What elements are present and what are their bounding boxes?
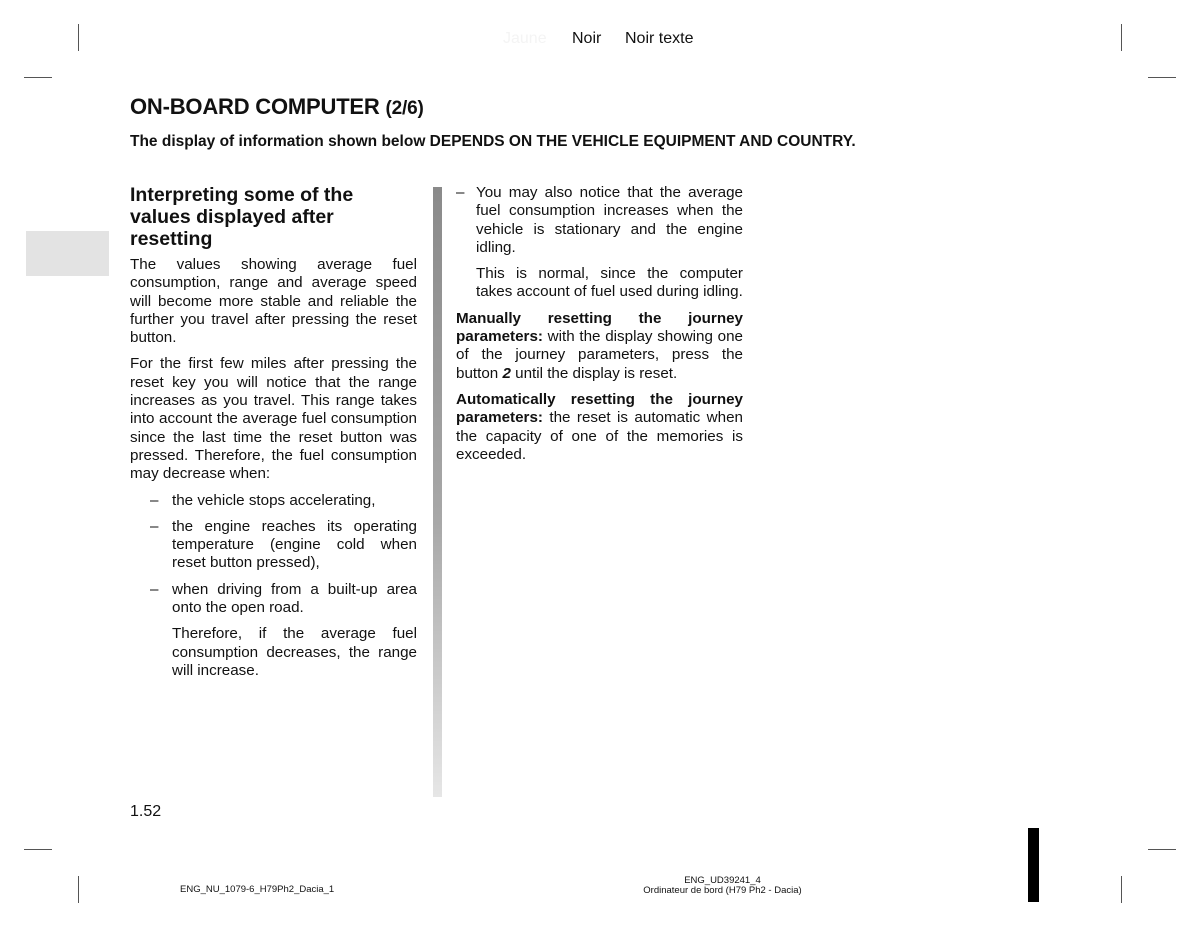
auto-reset-label: Automatically resetting the journey parameters: bbox=[456, 390, 743, 427]
footer-right bbox=[600, 876, 845, 896]
paragraph-auto-reset bbox=[456, 391, 743, 464]
list-item bbox=[130, 581, 417, 618]
list-item bbox=[130, 518, 417, 573]
crop-mark-right-upper bbox=[1148, 77, 1176, 78]
list-item bbox=[456, 184, 743, 257]
color-label-jaune: Jaune bbox=[503, 30, 547, 47]
color-label-noir: Noir bbox=[572, 30, 602, 47]
manual-reset-label: Manually resetting the journey parameters: bbox=[456, 309, 743, 346]
manual-reset-text-b: until the display is reset. bbox=[510, 364, 678, 382]
footer-right-code: ENG_UD39241_4 bbox=[684, 875, 761, 886]
dash-glyph: – bbox=[456, 184, 465, 201]
page-number: 1.52 bbox=[130, 803, 162, 820]
dash-glyph: – bbox=[150, 580, 159, 598]
crop-mark-left-lower bbox=[24, 849, 52, 850]
crop-mark-top-right bbox=[1121, 24, 1122, 51]
crop-mark-top-left bbox=[78, 24, 79, 51]
dash-glyph: – bbox=[150, 491, 159, 509]
thumb-index-bar bbox=[1028, 828, 1039, 902]
list-item bbox=[130, 492, 417, 510]
auto-reset-text: the reset is automatic when the capacity of one of the memories is exceeded. bbox=[456, 409, 743, 463]
crop-mark-right-lower bbox=[1148, 849, 1176, 850]
paragraph-manual-reset bbox=[456, 310, 743, 383]
page-subtitle: The display of information shown below DEPENDS ON THE VEHICLE EQUIPMENT AND COUNTRY. bbox=[130, 133, 856, 150]
list-item-text: the engine reaches its operating temperature (engine cold when reset button pressed), bbox=[172, 517, 417, 572]
paragraph-range-increase: For the first few miles after pressing the reset key you will notice that the range increases as you travel. This range takes into account the average fuel consumption since the last time the reset button was pressed. Therefore, the fuel consumption may decrease when: bbox=[130, 355, 417, 483]
section-heading: Interpreting some of the values displayed after resetting bbox=[130, 184, 354, 250]
manual-reset-text-a: with the display showing one of the journey parameters, press the button bbox=[456, 328, 743, 382]
right-column bbox=[456, 184, 743, 472]
page-title-main: ON-BOARD COMPUTER bbox=[130, 94, 380, 119]
chapter-tab bbox=[26, 231, 109, 276]
footer-left: ENG_NU_1079-6_H79Ph2_Dacia_1 bbox=[180, 884, 335, 895]
list-note: Therefore, if the average fuel consumption decreases, the range will increase. bbox=[172, 625, 417, 679]
footer-right-title: Ordinateur de bord (H79 Ph2 - Dacia) bbox=[643, 885, 802, 896]
crop-mark-bottom-left bbox=[78, 876, 79, 903]
paragraph-stability: The values showing average fuel consumption, range and average speed will become more stable and reliable the further you travel after pressing the reset button. bbox=[130, 256, 417, 347]
dash-glyph: – bbox=[150, 517, 159, 535]
list-item-text: when driving from a built-up area onto the open road. bbox=[172, 580, 417, 617]
reset-button-number: 2 bbox=[502, 364, 511, 382]
list-note: This is normal, since the computer takes account of fuel used during idling. bbox=[476, 265, 743, 301]
list-item-text: the vehicle stops accelerating, bbox=[172, 491, 376, 509]
crop-mark-left-upper bbox=[24, 77, 52, 78]
left-column bbox=[130, 184, 417, 688]
crop-mark-bottom-right bbox=[1121, 876, 1122, 903]
color-label-noir-texte: Noir texte bbox=[625, 30, 694, 47]
page-title-part: (2/6) bbox=[385, 98, 424, 119]
list-item-text: You may also notice that the average fuel consumption increases when the vehicle is stationary and the engine idling. bbox=[476, 184, 743, 256]
page-title bbox=[130, 94, 424, 120]
column-separator bbox=[433, 187, 442, 797]
